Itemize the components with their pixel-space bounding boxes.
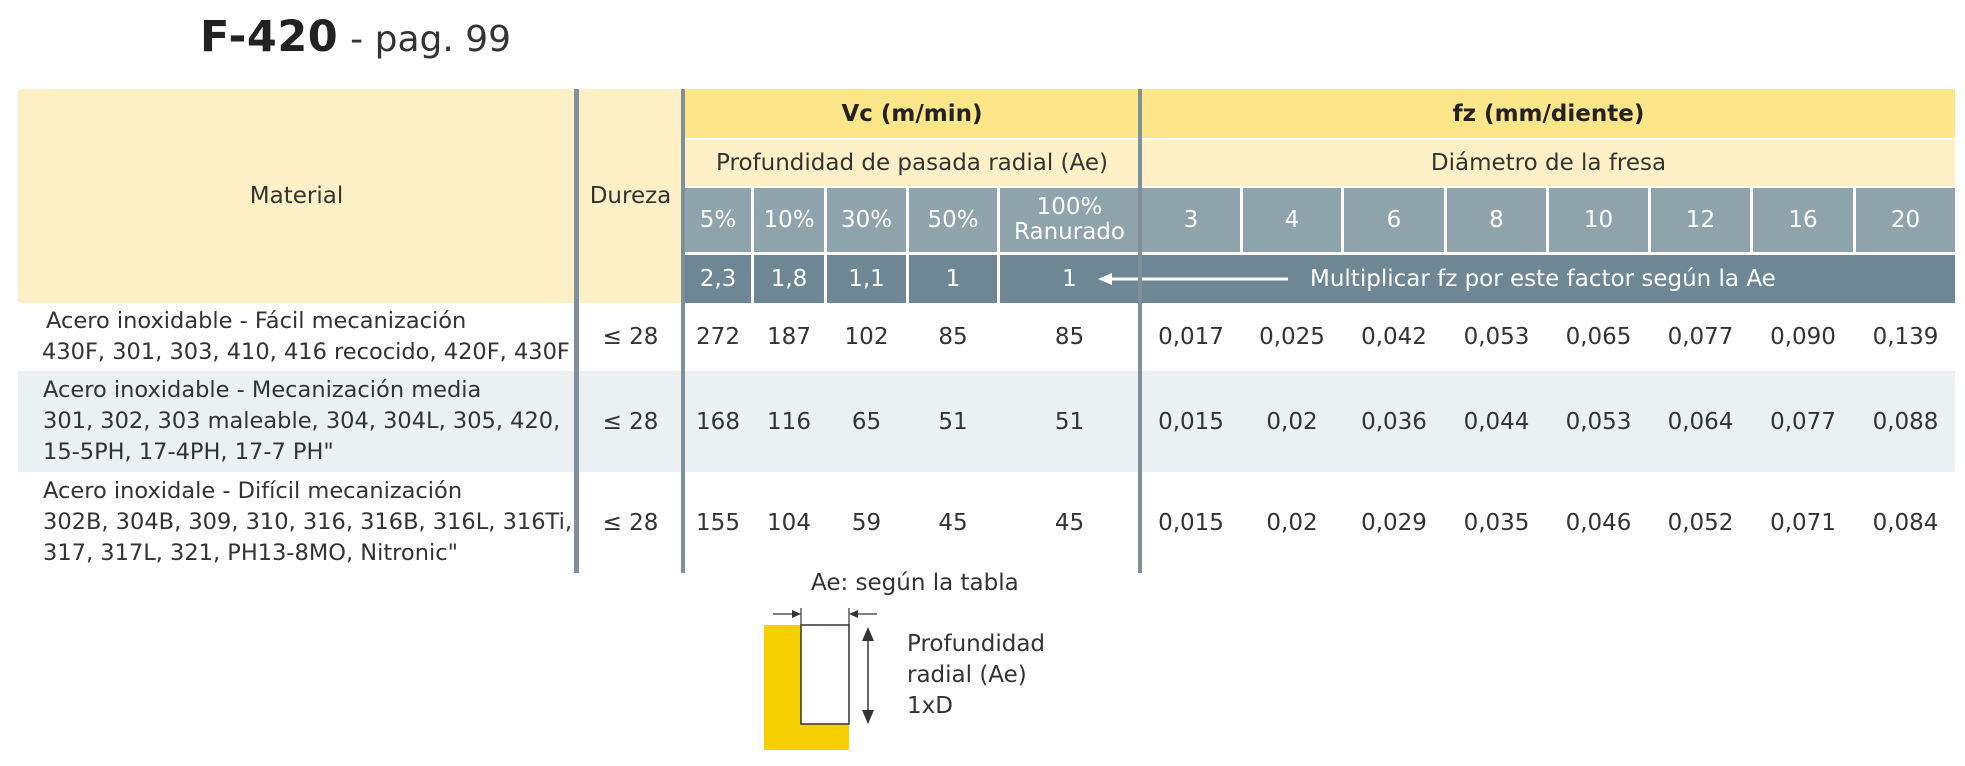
fz-value: 0,090 [1770,324,1836,350]
ae-col-30: 30% [827,188,906,252]
diameter-col-3: 3 [1142,188,1240,252]
factor-note: Multiplicar fz por este factor según la Ae [1310,266,1776,292]
material-line: 302B, 304B, 309, 310, 316, 316B, 316L, 316Ti, [43,509,572,535]
page-reference: - pag. 99 [350,19,512,60]
diameter-col-6: 6 [1344,188,1444,252]
vc-value: 45 [938,509,968,536]
vc-value: 85 [938,324,968,350]
depth-label [907,629,1045,722]
fz-value: 0,015 [1158,509,1224,536]
material-line: Acero inoxidable - Mecanización media [43,377,482,403]
cutter-slot [801,625,849,724]
fz-value: 0,017 [1158,324,1224,350]
ae-col-ranurado-label: Ranurado [1014,219,1125,245]
material-header: Material [18,89,575,303]
ae-factor-100-value: 1 [1062,266,1077,292]
fz-value: 0,071 [1770,509,1836,536]
diameter-col-16: 16 [1753,188,1853,252]
dureza-value: ≤ 28 [602,408,659,435]
fz-value: 0,029 [1361,509,1427,536]
vc-value: 155 [696,509,740,536]
vc-value: 45 [1054,509,1085,536]
vc-value: 168 [696,408,740,435]
diameter-col-10: 10 [1549,188,1648,252]
fz-value: 0,035 [1463,509,1530,536]
ae-col-50: 50% [909,188,997,252]
dureza-value: ≤ 28 [602,509,659,536]
vc-value: 85 [1054,324,1085,350]
fz-value: 0,025 [1259,324,1325,350]
fz-value: 0,077 [1667,324,1734,350]
fz-value: 0,02 [1266,408,1318,435]
fz-value: 0,015 [1158,408,1224,435]
dureza-value: ≤ 28 [602,324,659,350]
fz-value: 0,064 [1667,408,1734,435]
diameter-col-12: 12 [1651,188,1750,252]
vc-value: 51 [1054,408,1085,435]
fz-value: 0,088 [1872,408,1939,435]
ae-factor-10: 1,8 [754,255,824,303]
fz-value: 0,084 [1872,509,1939,536]
fz-value: 0,02 [1266,509,1318,536]
material-line: Acero inoxidale - Difícil mecanización [43,478,463,504]
vc-value: 59 [851,509,882,536]
depth-label-line: radial (Ae) [907,662,1027,688]
material-line: 430F, 301, 303, 410, 416 recocido, 420F, 430F [42,339,570,365]
fz-value: 0,139 [1872,324,1939,350]
fz-value: 0,053 [1565,408,1632,435]
ae-factor-5: 2,3 [685,255,751,303]
ae-col-5: 5% [685,188,751,252]
vc-value: 65 [851,408,882,435]
material-line: 317, 317L, 321, PH13-8MO, Nitronic" [43,540,458,566]
diameter-col-4: 4 [1243,188,1341,252]
vc-value: 116 [767,408,811,435]
depth-arrow-icon [862,627,874,724]
vc-value: 51 [938,408,968,435]
vc-header: Vc (m/min) [685,89,1139,138]
vc-value: 187 [767,324,811,350]
fz-value: 0,042 [1361,324,1427,350]
fz-value: 0,052 [1667,509,1734,536]
vc-value: 102 [844,324,889,350]
diameter-col-8: 8 [1447,188,1546,252]
fz-value: 0,036 [1361,408,1427,435]
ae-factor-30: 1,1 [827,255,906,303]
vc-value: 104 [767,509,811,536]
product-code: F-420 [200,12,339,62]
fz-value: 0,053 [1463,324,1530,350]
ae-factor-50: 1 [909,255,997,303]
ae-col-10: 10% [754,188,824,252]
material-line: 301, 302, 303 maleable, 304, 304L, 305, 420, [43,408,561,434]
fz-value: 0,065 [1565,324,1632,350]
vc-value: 272 [696,324,740,350]
diameter-col-20: 20 [1856,188,1955,252]
ae-subheader: Profundidad de pasada radial (Ae) [685,140,1139,186]
ae-label: Ae: según la tabla [811,570,1019,596]
fz-value: 0,077 [1770,408,1836,435]
fz-value: 0,044 [1463,408,1530,435]
fz-header: fz (mm/diente) [1142,89,1955,138]
fz-value: 0,046 [1565,509,1632,536]
ae-col-100-label: 100% [1036,194,1103,220]
ae-width-arrows [773,610,877,618]
depth-label-line: 1xD [907,693,953,719]
material-line: 15-5PH, 17-4PH, 17-7 PH" [43,439,334,465]
depth-label-line: Profundidad [907,631,1046,657]
diameter-subheader: Diámetro de la fresa [1142,140,1955,186]
material-line: Acero inoxidable - Fácil mecanización [46,308,467,334]
dureza-header: Dureza [579,89,682,303]
